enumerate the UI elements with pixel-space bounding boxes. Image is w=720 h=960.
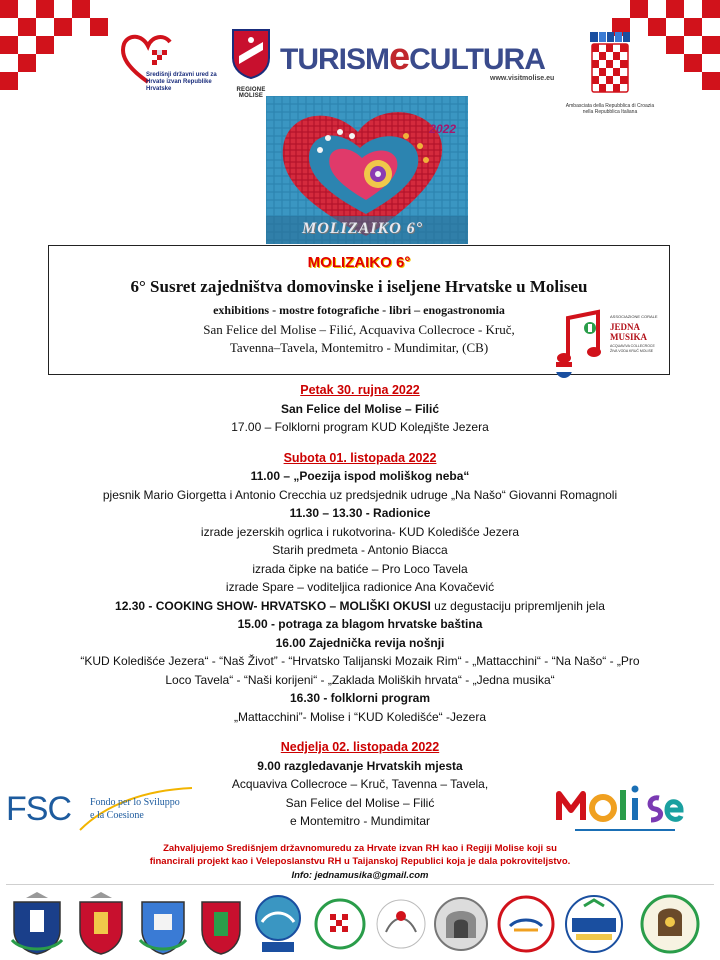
fsc-logo <box>6 784 216 836</box>
checkerboard-left-decoration <box>0 0 110 110</box>
thanks-line-1: Zahvaljujemo Središnjem državnomuredu za Hrvate izvan RH kao i Regiji Molise koji su <box>163 843 557 854</box>
day-2-item-2-line2: Starih predmeta - Antonio Biacca <box>272 543 448 557</box>
footer-divider <box>6 884 714 885</box>
fsc-text-2: e la Coesione <box>90 810 144 821</box>
day-1-item: 17.00 – Folklorni program KUD Kolедište Jezera <box>231 420 489 434</box>
day-2-item-3-rest: uz degustaciju pripremljenih jela <box>430 598 605 613</box>
day-2-item-4: 15.00 - potraga za blagom hrvatske baština <box>237 617 483 631</box>
day-3-item-1: 9.00 razgledavanje Hrvatskih mjesta <box>257 758 463 773</box>
day-2-item-3 <box>0 597 720 616</box>
turismo-cultura-logo <box>280 36 545 79</box>
molise-shield-icon <box>231 28 271 80</box>
jm-name-2: MUSIKA <box>610 332 648 342</box>
unpli-pro-loco-logo-icon <box>562 892 626 956</box>
event-location-line1: San Felice del Molise – Filić, Acquaviva Collecroce - Kruč, <box>203 322 515 337</box>
day-2-item-2-line3: izrada čipke na batiće – Pro Loco Tavela <box>252 561 468 576</box>
turismo-e: e <box>389 36 410 78</box>
regione-molise-logo <box>226 28 276 98</box>
fsc-mark: FSC <box>6 790 71 828</box>
day-2-item-6-line1: „Mattacchini”- Molise i “KUD Koledišće“ -Jezera <box>233 709 487 724</box>
day-1-heading: Petak 30. rujna 2022 <box>300 383 420 397</box>
uredi-text: Središnji državni ured za Hrvate izvan Republike Hrvatske <box>146 72 217 92</box>
thanks-text <box>0 842 720 868</box>
jm-name-1: JEDNA <box>610 322 641 332</box>
fsc-text-1: Fondo per lo Sviluppo <box>90 797 180 808</box>
day-3-line2: San Felice del Molise – Filić <box>285 795 435 810</box>
nas-zivot-logo-icon <box>374 892 428 956</box>
turismo-url: www.visitmolise.eu <box>490 75 555 82</box>
croatian-embassy-logo <box>565 30 655 115</box>
regione-molise-label: REGIONE MOLISE <box>236 87 266 99</box>
info-email: Info: jednamusika@gmail.com <box>291 870 429 881</box>
day-1-place: San Felice del Molise – Filić <box>280 401 440 416</box>
fsc-text <box>90 796 180 822</box>
municipal-crest-1-icon <box>8 892 66 956</box>
footer-logos <box>0 888 720 960</box>
day-2-heading: Subota 01. listopada 2022 <box>283 450 437 465</box>
molise-logo <box>555 780 685 836</box>
music-note-flag-icon <box>554 300 610 378</box>
uredi-logo <box>118 28 218 108</box>
molise-wordmark-icon <box>555 780 685 836</box>
event-name: MOLIZAIKO 6° <box>307 254 411 271</box>
kud-jezera-logo-icon <box>252 892 304 956</box>
day-3-line1: Acquaviva Collecroce – Kruč, Tavenna – Tavela, <box>231 777 489 791</box>
ambasciata-text: Ambasciata della Repubblica di Croazia nella Repubblica Italiana <box>565 103 655 115</box>
day-2-item-1-desc: pjesnik Mario Giorgetta i Antonio Crecchia uz predsjednik udruge „Na Našo“ Giovanni Romagnoli <box>102 487 618 502</box>
municipal-crest-2-icon <box>74 892 128 956</box>
event-title: 6° Susret zajedništva domovinske i iseljene Hrvatske u Moliseu <box>130 277 588 296</box>
day-2-item-1: 11.00 – „Poezija ispod moliškog neba“ <box>250 469 470 483</box>
event-location-line2: Tavenna–Tavela, Montemitro - Mundimitar, (CB) <box>229 340 489 355</box>
jm-name <box>610 322 647 342</box>
day-2-item-2-line1: izrade jezerskih ogrlica i rukotvorina- KUD Koledišće Jezera <box>200 524 520 539</box>
municipal-crest-3-icon <box>136 892 190 956</box>
day-2-item-5-line1: “KUD Koledišće Jezera“ - “Naš Život” - “Hrvatsko Talijanski Mozaik Rim“ - „Mattacchini“ - “Na Našo“ - „Pro <box>80 654 640 668</box>
day-2-item-2: 11.30 – 13.30 - Radionice <box>289 506 431 520</box>
associazione-culturale-logo-icon <box>638 892 702 956</box>
fondazione-croati-logo-icon <box>496 892 556 956</box>
jm-footer: ACQUAVIVA COLLECROCE ŽIVA VODA KRUČ MOLISE <box>610 344 655 353</box>
mosaic-heart-image <box>266 96 468 244</box>
mozaik-rim-logo-icon <box>312 892 368 956</box>
municipal-crest-4-icon <box>196 892 246 956</box>
day-2-item-3-bold: 12.30 - COOKING SHOW- HRVATSKO – MOLIŠKI OKUSI <box>115 598 431 613</box>
croatian-coat-of-arms-icon <box>587 30 633 96</box>
day-3-heading: Nedjelja 02. listopada 2022 <box>280 740 440 754</box>
turismo-word: TURISM <box>280 43 389 76</box>
arch-building-logo-icon <box>432 892 490 956</box>
day-2-item-5: 16.00 Zajednička revija nošnji <box>275 635 445 650</box>
day-3-line3: e Montemitro - Mundimitar <box>289 814 431 828</box>
cultura-word: CULTURA <box>409 43 545 76</box>
program <box>0 381 720 831</box>
event-subtitle: exhibitions - mostre fotografiche - libri – enogastronomia <box>213 303 505 317</box>
day-2-item-6: 16.30 - folklorni program <box>289 691 431 705</box>
mosaic-name: MOLIZAIKO 6° <box>302 220 424 237</box>
jedna-musika-logo <box>554 300 664 378</box>
mosaic-year: 2022 <box>429 122 456 136</box>
day-2-item-2-line4: izrade Spare – voditeljica radionice Ana Kovačević <box>225 580 495 594</box>
day-2-item-5-line2: Loco Tavela“ - “Naši korijeni“ - „Zaklada Moliških hrvata“ - „Jedna musika“ <box>165 672 555 687</box>
thanks-line-2: financirali projekt kao i Veleposlanstvu RH u Taijanskoj Republici koja je dala pokroviteljstvo. <box>149 856 571 867</box>
jm-association: ASSOCIAZIONE CORALE <box>610 314 658 319</box>
